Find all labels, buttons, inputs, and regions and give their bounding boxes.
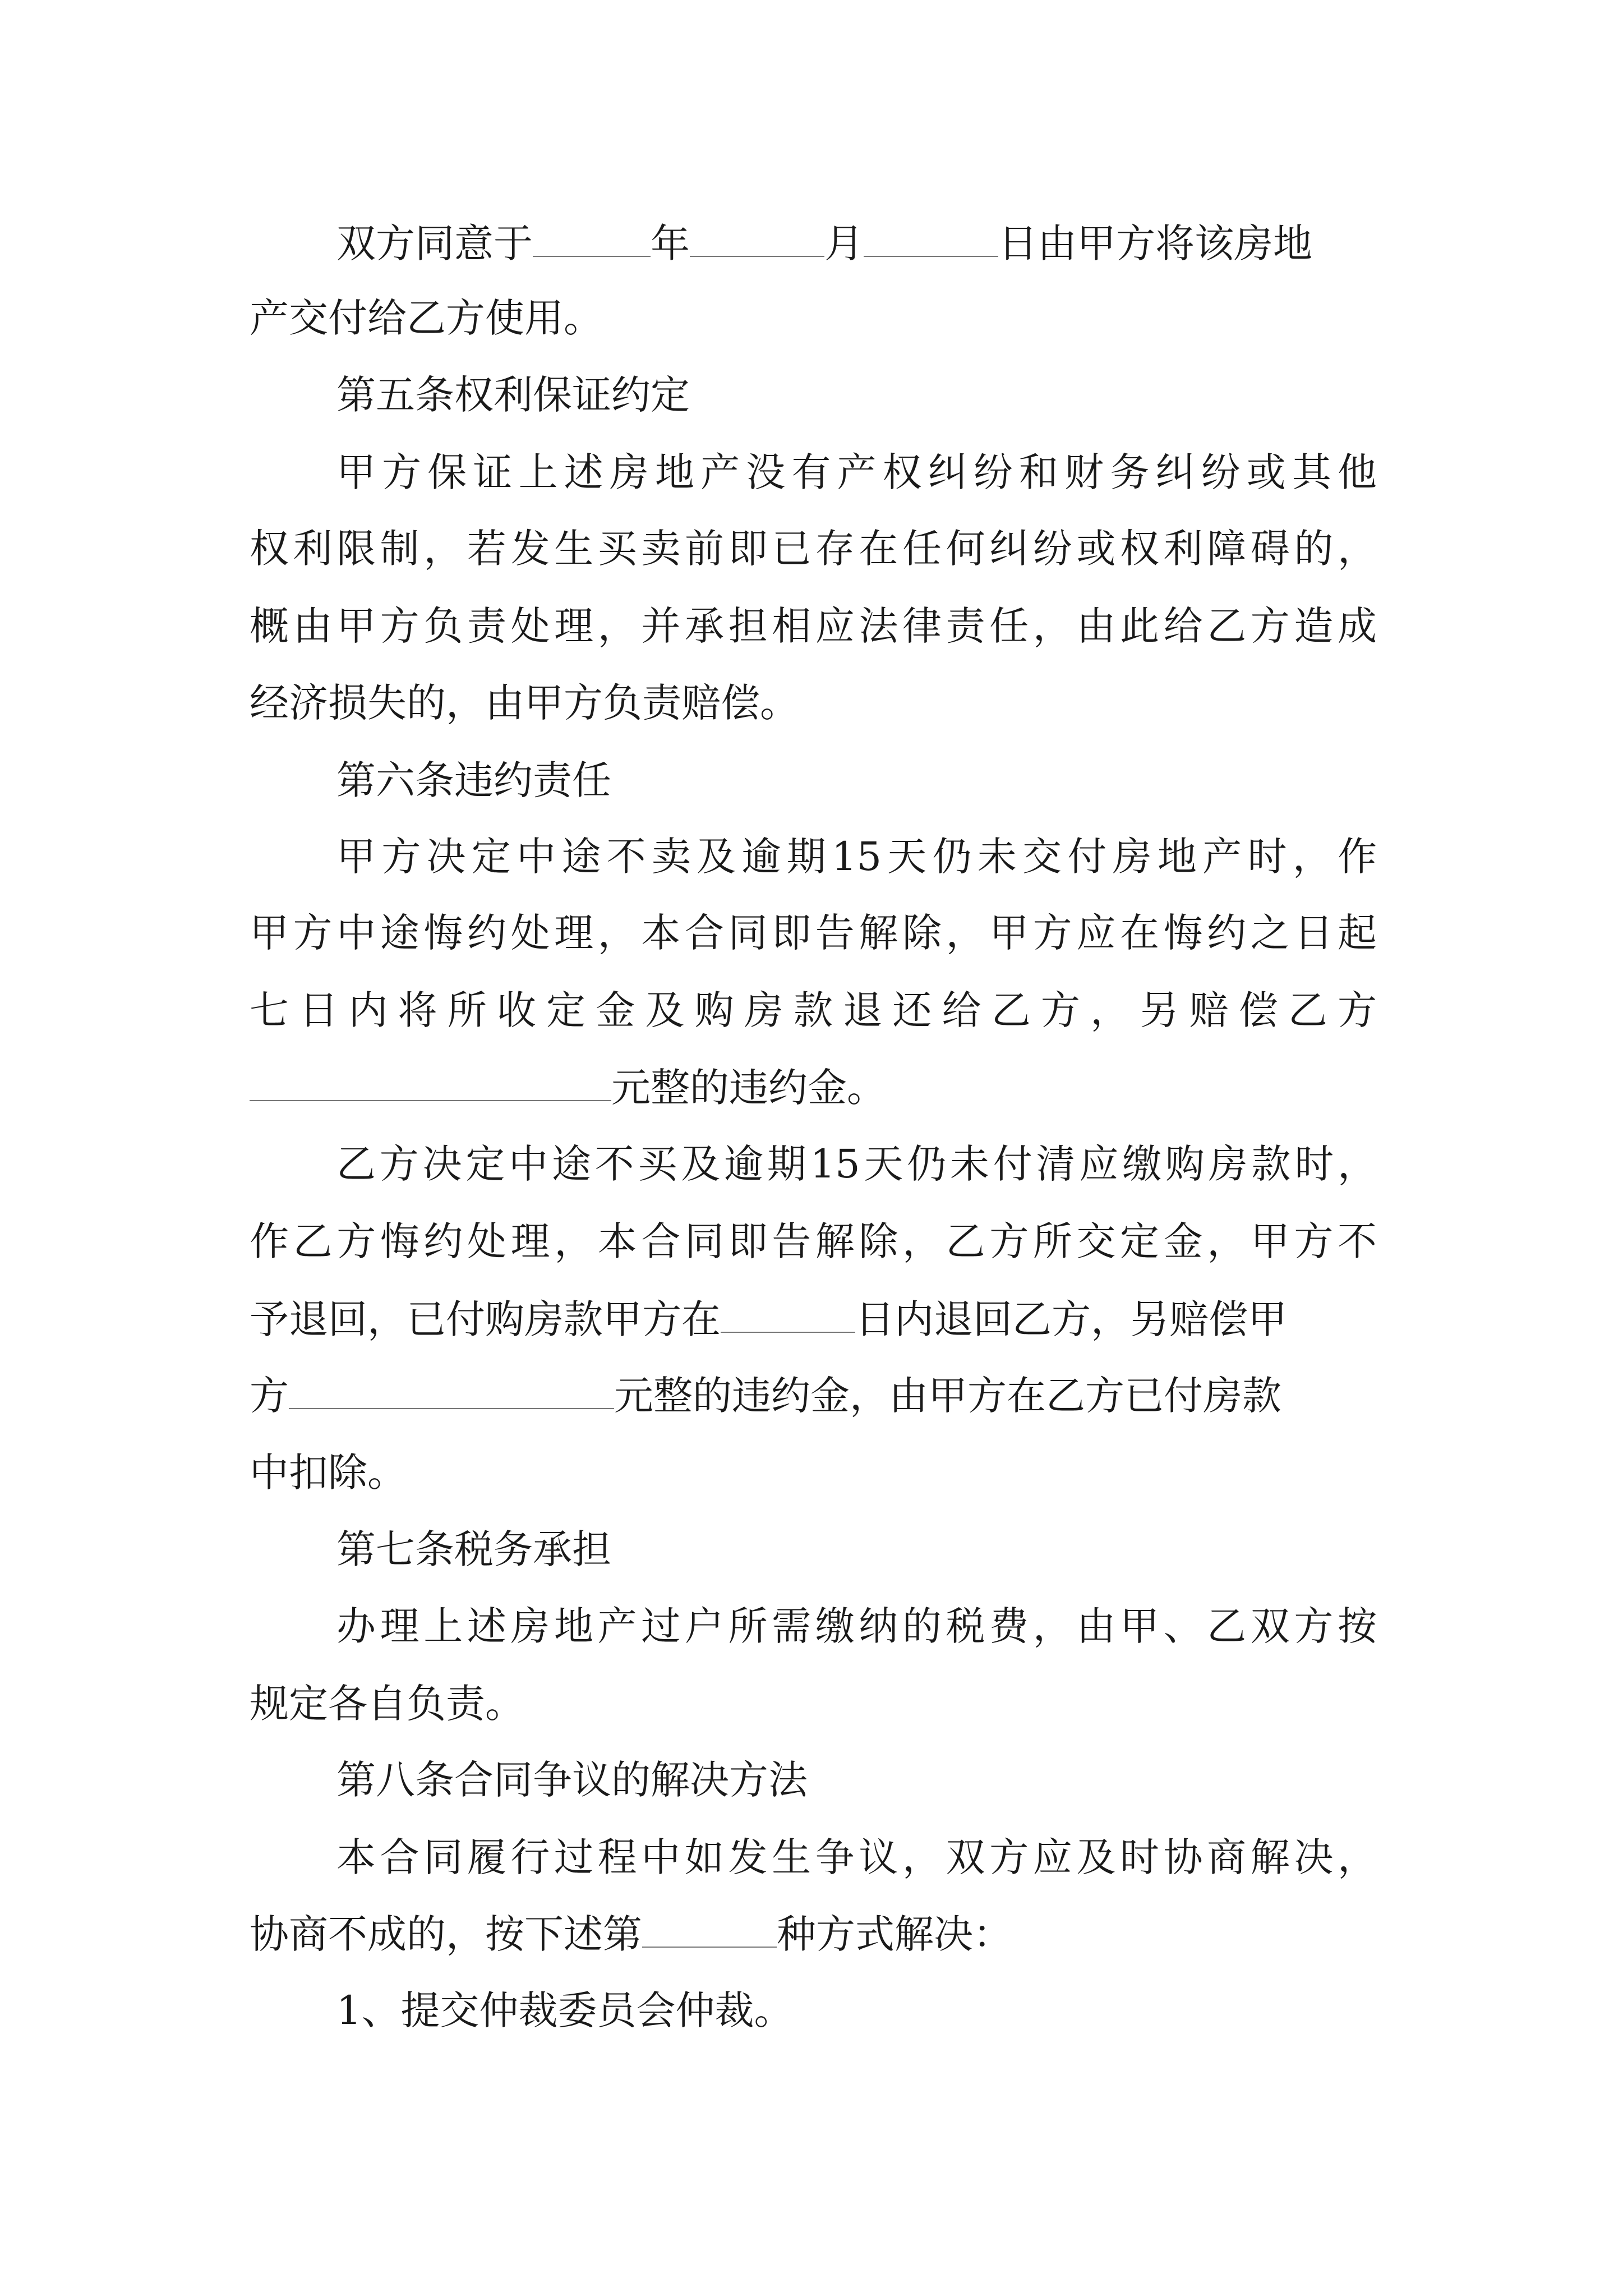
paragraph-line: 产交付给乙方使用。 — [250, 295, 603, 341]
paragraph-line: 本合同履行过程中如发生争议，双方应及时协商解决， — [336, 1834, 1377, 1880]
paragraph-line: 中扣除。 — [250, 1450, 407, 1496]
fill-blank-month[interactable] — [690, 223, 824, 257]
paragraph-line: 甲方保证上述房地产没有产权纠纷和财务纠纷或其他 — [336, 449, 1377, 495]
text-span: 年 — [651, 220, 690, 266]
paragraph-line: 经济损失的，由甲方负责赔偿。 — [250, 680, 799, 726]
paragraph-line: 作乙方悔约处理，本合同即告解除，乙方所交定金，甲方不 — [250, 1218, 1377, 1264]
paragraph-line: 概由甲方负责处理，并承担相应法律责任，由此给乙方造成 — [250, 603, 1377, 649]
fill-blank-penalty-amount[interactable] — [250, 1068, 611, 1101]
list-item: 1、提交仲裁委员会仲裁。 — [336, 1987, 794, 2033]
fill-blank-days[interactable] — [721, 1299, 855, 1333]
text-span: 方 — [250, 1373, 289, 1419]
section-heading: 第五条权利保证约定 — [336, 372, 690, 418]
paragraph-line — [336, 220, 1312, 266]
text-span: 日内退回乙方，另赔偿甲 — [855, 1296, 1287, 1342]
paragraph-line — [250, 1065, 886, 1111]
fill-blank-day[interactable] — [864, 223, 998, 257]
paragraph-line: 规定各自负责。 — [250, 1681, 524, 1727]
fill-blank-year[interactable] — [533, 223, 651, 257]
text-span: 月 — [824, 220, 864, 266]
section-heading: 第六条违约责任 — [336, 757, 611, 803]
text-span: 种方式解决： — [777, 1911, 1012, 1957]
paragraph-line: 乙方决定中途不买及逾期15天仍未付清应缴购房款时， — [336, 1141, 1377, 1187]
section-heading: 第八条合同争议的解决方法 — [336, 1757, 808, 1803]
section-heading: 第七条税务承担 — [336, 1526, 611, 1572]
paragraph-line: 甲方中途悔约处理，本合同即告解除，甲方应在悔约之日起 — [250, 910, 1377, 956]
paragraph-line — [250, 1296, 1287, 1342]
paragraph-line — [250, 1911, 1012, 1957]
fill-blank-method-number[interactable] — [642, 1914, 777, 1948]
paragraph-line: 权利限制，若发生买卖前即已存在任何纠纷或权利障碍的， — [250, 526, 1377, 572]
text-span: 协商不成的，按下述第 — [250, 1911, 642, 1957]
text-span: 日由甲方将该房地 — [998, 220, 1312, 266]
paragraph-line: 七日内将所收定金及购房款退还给乙方，另赔偿乙方 — [250, 987, 1377, 1033]
text-span: 双方同意于 — [336, 220, 533, 266]
fill-blank-penalty-amount[interactable] — [289, 1375, 614, 1409]
paragraph-line — [250, 1373, 1281, 1419]
text-span: 元整的违约金，由甲方在乙方已付房款 — [614, 1373, 1281, 1419]
text-span: 元整的违约金。 — [611, 1065, 886, 1111]
text-span: 予退回，已付购房款甲方在 — [250, 1296, 721, 1342]
paragraph-line: 办理上述房地产过户所需缴纳的税费，由甲、乙双方按 — [336, 1603, 1377, 1649]
paragraph-line: 甲方决定中途不卖及逾期15天仍未交付房地产时，作 — [336, 834, 1377, 880]
